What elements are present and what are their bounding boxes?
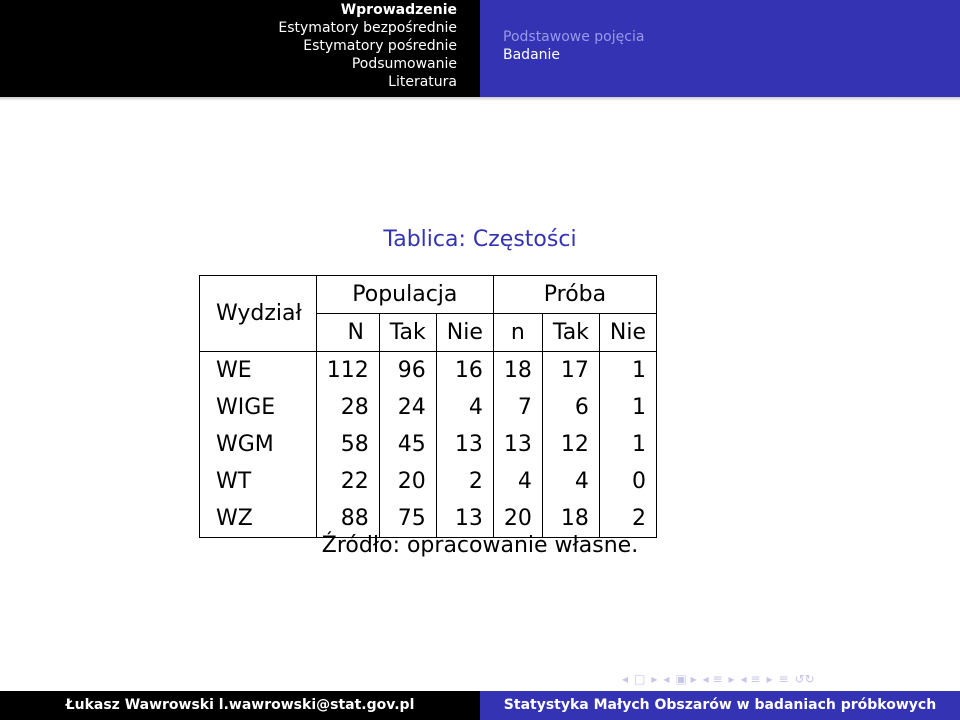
- row-label: WIGE: [200, 389, 317, 426]
- section-link-literatura[interactable]: Literatura: [388, 74, 457, 90]
- caption-text: Częstości: [472, 227, 577, 252]
- section-link-estymatory-bezposrednie[interactable]: Estymatory bezpośrednie: [278, 20, 457, 36]
- cell: 112: [316, 352, 379, 390]
- cell: 0: [599, 463, 656, 500]
- prev-slide-icon[interactable]: ◂: [663, 672, 670, 686]
- cell: 75: [379, 500, 436, 538]
- group-header-proba: Próba: [493, 276, 656, 314]
- row-label: WGM: [200, 426, 317, 463]
- cell: 4: [436, 389, 493, 426]
- cell: 7: [493, 389, 542, 426]
- col-header-nie-pop: Nie: [436, 314, 493, 352]
- next-frame-icon[interactable]: ▸: [651, 672, 658, 686]
- cell: 2: [436, 463, 493, 500]
- cell: 6: [542, 389, 599, 426]
- table-row: [200, 426, 657, 463]
- subsection-nav: [480, 0, 960, 97]
- cell: 12: [542, 426, 599, 463]
- footer-title: Statystyka Małych Obszarów w badaniach próbkowych: [480, 691, 960, 720]
- cell: 18: [493, 352, 542, 390]
- cell: 4: [542, 463, 599, 500]
- col-header-n: n: [493, 314, 542, 352]
- col-header-N: N: [316, 314, 379, 352]
- col-header-tak-proba: Tak: [542, 314, 599, 352]
- cell: 13: [493, 426, 542, 463]
- cell: 28: [316, 389, 379, 426]
- cell: 4: [493, 463, 542, 500]
- cell: 1: [599, 426, 656, 463]
- cell: 24: [379, 389, 436, 426]
- cell: 58: [316, 426, 379, 463]
- cell: 20: [493, 500, 542, 538]
- align-icon[interactable]: ≡: [778, 672, 789, 686]
- section-link-wprowadzenie[interactable]: Wprowadzenie: [340, 2, 457, 18]
- cell: 18: [542, 500, 599, 538]
- row-label: WT: [200, 463, 317, 500]
- cell: 13: [436, 426, 493, 463]
- cell: 88: [316, 500, 379, 538]
- cell: 16: [436, 352, 493, 390]
- group-header-populacja: Populacja: [316, 276, 493, 314]
- section-link-estymatory-posrednie[interactable]: Estymatory pośrednie: [303, 38, 457, 54]
- cell: 20: [379, 463, 436, 500]
- first-frame-icon[interactable]: ◂: [622, 672, 629, 686]
- cell: 96: [379, 352, 436, 390]
- subsection-link-podstawowe-pojecia[interactable]: Podstawowe pojęcia: [503, 29, 645, 45]
- footer-author: Łukasz Wawrowski l.wawrowski@stat.gov.pl: [0, 691, 480, 720]
- table-row: [200, 463, 657, 500]
- prev-section-icon[interactable]: ◂ ≡: [740, 672, 761, 686]
- cell: 1: [599, 389, 656, 426]
- next-subsection-icon[interactable]: ▸: [728, 672, 735, 686]
- col-header-tak-pop: Tak: [379, 314, 436, 352]
- row-label: WZ: [200, 500, 317, 538]
- search-icon[interactable]: ↺↻: [794, 672, 815, 686]
- next-slide-icon[interactable]: ▣ ▸: [675, 672, 697, 686]
- prev-frame-icon[interactable]: □: [634, 672, 646, 686]
- next-section-icon[interactable]: ▸: [766, 672, 773, 686]
- beamer-navigation: [622, 668, 815, 690]
- section-link-podsumowanie[interactable]: Podsumowanie: [351, 56, 457, 72]
- table-row: [200, 352, 657, 390]
- row-label: WE: [200, 352, 317, 390]
- section-nav: [0, 0, 480, 97]
- cell: 22: [316, 463, 379, 500]
- subsection-link-badanie[interactable]: Badanie: [503, 47, 561, 63]
- cell: 13: [436, 500, 493, 538]
- frequency-table: [199, 275, 657, 538]
- cell: 2: [599, 500, 656, 538]
- table-row: [200, 389, 657, 426]
- cell: 45: [379, 426, 436, 463]
- prev-subsection-icon[interactable]: ◂ ≡: [702, 672, 723, 686]
- col-header-nie-proba: Nie: [599, 314, 656, 352]
- header-shadow: [0, 97, 960, 101]
- cell: 17: [542, 352, 599, 390]
- caption-label: Tablica:: [383, 227, 466, 252]
- row-header-wydzial: Wydział: [200, 276, 317, 352]
- table-caption: [0, 226, 960, 254]
- header: [0, 0, 960, 97]
- table-source: Źródło: opracowanie własne.: [321, 533, 639, 558]
- cell: 1: [599, 352, 656, 390]
- footer: [0, 691, 960, 720]
